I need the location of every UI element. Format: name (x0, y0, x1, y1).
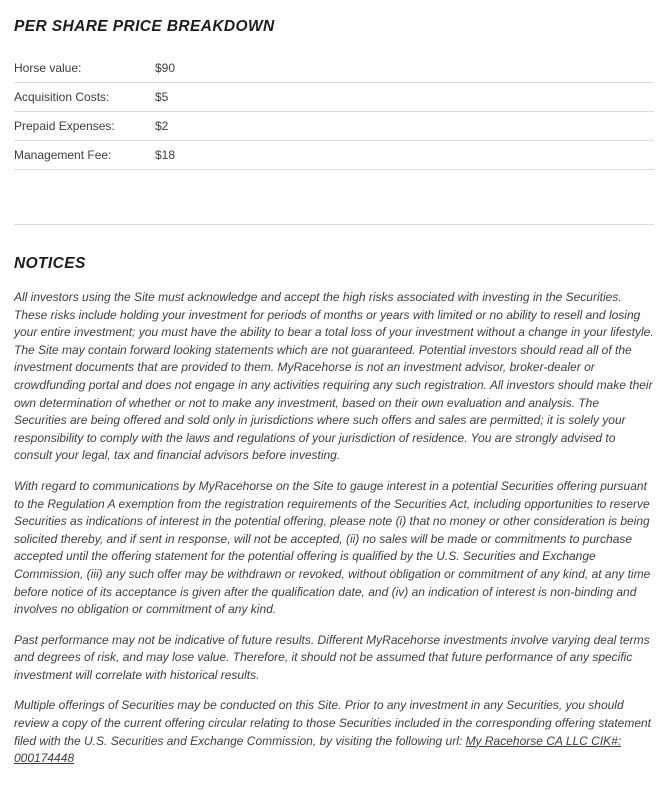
offering-circular-text: Multiple offerings of Securities may be conducted on this Site. Prior to any investment in any Securities, you should review a copy of the current offering circular relating to those Securities included in the corresponding offering statement filed with the U.S. Securities and Exchange Commission, by visiting the following url: (14, 698, 652, 748)
table-row (14, 83, 654, 112)
row-value: $2 (155, 119, 169, 133)
price-breakdown-table (14, 54, 654, 170)
table-row (14, 112, 654, 141)
notice-paragraph-offering-circular (14, 697, 654, 767)
table-row (14, 54, 654, 83)
row-label: Horse value: (14, 61, 82, 75)
row-label: Acquisition Costs: (14, 90, 110, 104)
row-value: $90 (155, 61, 176, 75)
row-value: $5 (155, 90, 169, 104)
notice-paragraph-past-performance: Past performance may not be indicative of future results. Different MyRacehorse investments involve varying deal terms and degrees of risk, and may lose value. Therefore, it should not be assumed that future performance of any specific investment will correlate with historical results. (14, 632, 650, 682)
price-breakdown-title: PER SHARE PRICE BREAKDOWN (14, 18, 275, 35)
table-row (14, 141, 654, 170)
row-label: Management Fee: (14, 148, 112, 162)
notices-title: NOTICES (14, 255, 86, 272)
row-value: $18 (155, 148, 176, 162)
notice-paragraph-regulation-a: With regard to communications by MyRacehorse on the Site to gauge interest in a potential Securities offering pursuant to the Regulation A exemption from the registration requirements of the Securities Act, including opportunities to reserve Securities as indications of interest in the potential offering, please note (i) that no money or other consideration is being solicited thereby, and if sent in response, will not be accepted, (ii) no sales will be made or commitments to purchase accepted until the offering statement for the potential offering is qualified by the U.S. Securities and Exchange Commission, (iii) any such offer may be withdrawn or revoked, without obligation or commitment of any kind, at any time before notice of its acceptance is given after the qualification date, and (iv) an indication of interest is non-binding and involves no obligation or commitment of any kind. (14, 478, 651, 617)
cik-link[interactable]: My Racehorse CA LLC CIK#: 000174448 (14, 733, 622, 766)
section-divider (14, 224, 654, 225)
row-label: Prepaid Expenses: (14, 119, 115, 133)
notice-paragraph-risks: All investors using the Site must acknowledge and accept the high risks associated with investing in the Securities. These risks include holding your investment for periods of months or years with limited or no ability to resell and losing your entire investment; you must have the ability to bear a total loss of your investment without a change in your lifestyle. The Site may contain forward looking statements which are not guaranteed. Potential investors should read all of the investment documents that are provided to them. MyRacehorse is not an investment advisor, broker-dealer or crowdfunding portal and does not engage in any activities requiring any such registration. All investors should make their own determination of whether or not to make any investment, based on their own evaluation and analysis. The Securities are being offered and sold only in jurisdictions where such offers and sales are permitted; it is solely your responsibility to comply with the laws and regulations of your jurisdiction of residence. You are strongly advised to consult your legal, tax and financial advisors before investing. (14, 290, 654, 463)
